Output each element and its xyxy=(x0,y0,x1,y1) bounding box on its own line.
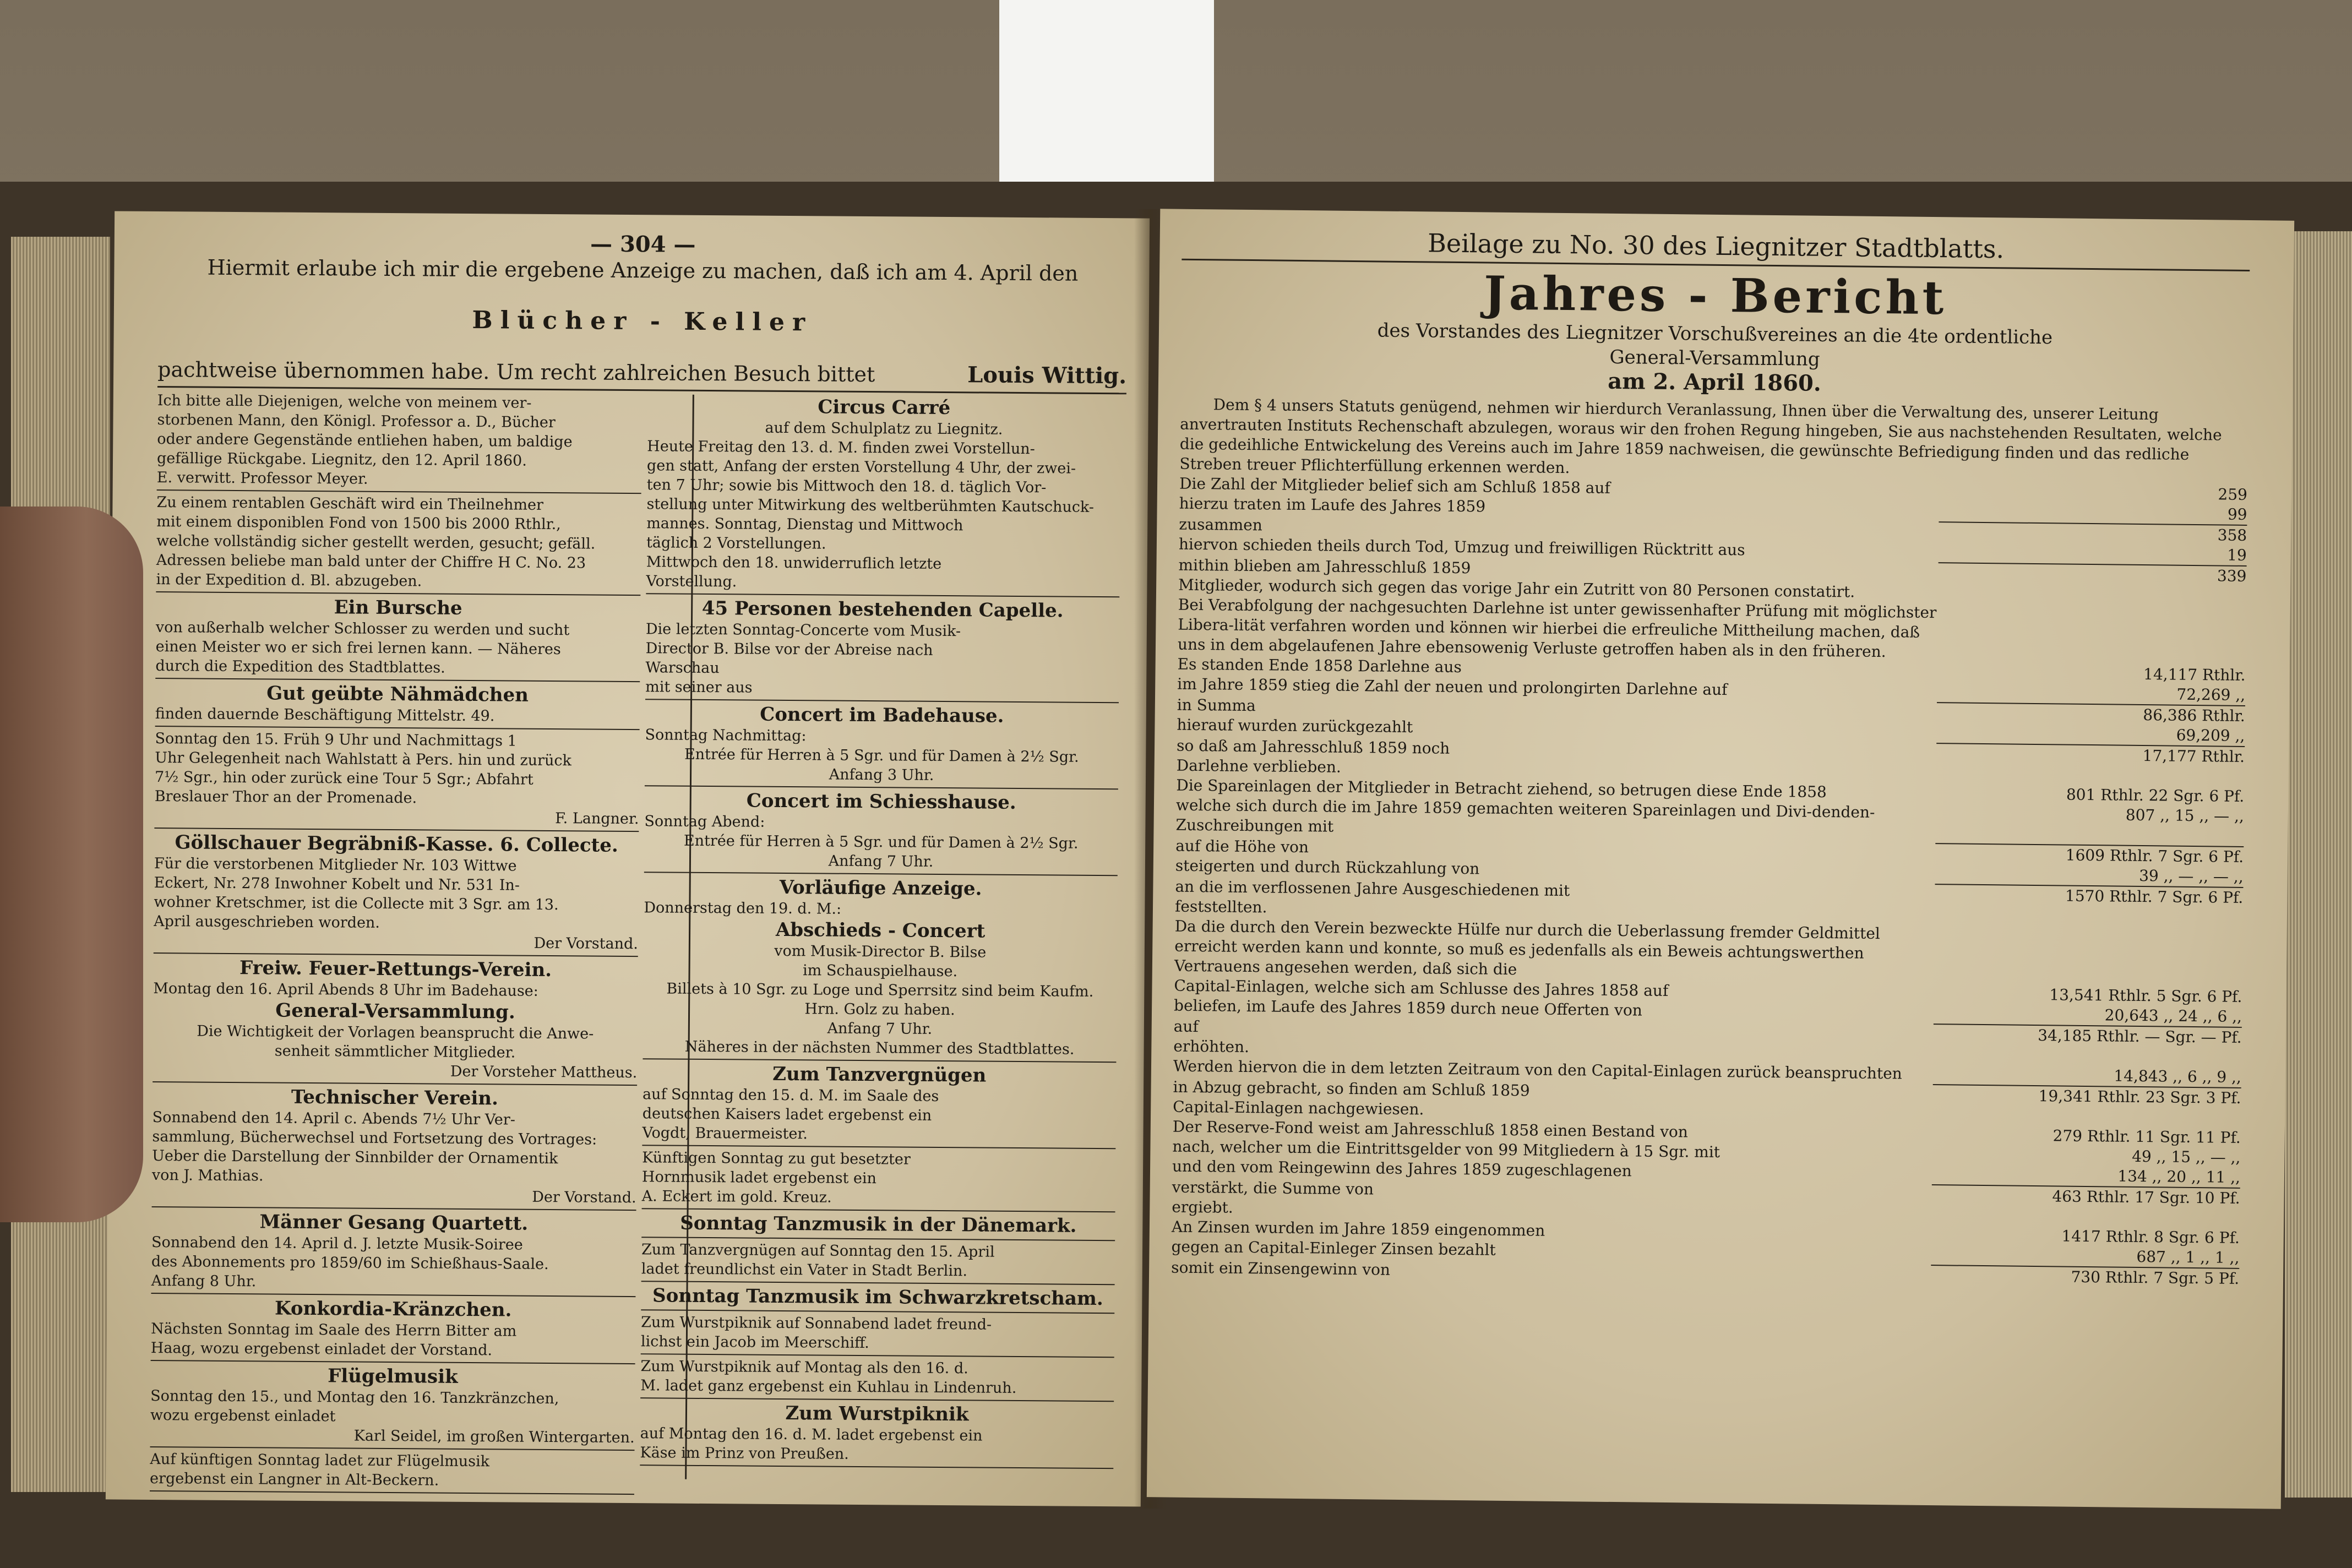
row-value: 86,386 Rthlr. xyxy=(2143,706,2245,725)
ad-line: Montag den 16. April Abends 8 Uhr im Badehause: xyxy=(153,979,538,1000)
page-number: — 304 — xyxy=(590,231,696,258)
ad-line: Sonnabend den 14. April c. Abends 7½ Uhr Ver- xyxy=(152,1108,515,1129)
row-text: nach, welcher um die Eintrittsgelder von 99 Mitgliedern à 15 Sgr. mit xyxy=(1172,1137,1721,1162)
ad-title: Technischer Verein. xyxy=(291,1086,499,1110)
row-value: 1609 Rthlr. 7 Sgr. 6 Pf. xyxy=(2065,846,2244,866)
row-value: 14,843 ,, 6 ,, 9 ,, xyxy=(2114,1066,2242,1086)
row-text: Die Zahl der Mitglieder belief sich am Schluß 1858 auf xyxy=(1179,474,1611,497)
ad-line: Zum Wurstpiknik auf Sonnabend ladet freund- xyxy=(641,1314,992,1333)
ad-line: Anfang 3 Uhr. xyxy=(829,766,934,784)
report-row xyxy=(1174,917,2243,987)
report-title: Jahres - Bericht xyxy=(1483,265,1947,325)
ad-title: General-Versammlung. xyxy=(275,999,515,1023)
ad-title: Göllschauer Begräbniß-Kasse. 6. Collecte. xyxy=(175,831,618,857)
row-text: Mitglieder, wodurch sich gegen das vorige Jahr ein Zutritt von 80 Personen constatirt. xyxy=(1178,575,1855,601)
ad-line: Sonntag den 15. Früh 9 Uhr und Nachmittags 1 xyxy=(155,730,517,750)
ad-line: Entrée für Herren à 5 Sgr. und für Damen à 2½ Sgr. xyxy=(683,832,1079,852)
ad-subtitle: auf dem Schulplatz zu Liegnitz. xyxy=(765,419,1003,438)
ad-title: Abschieds - Concert xyxy=(775,918,986,943)
ad-line: auf Sonntag den 15. d. M. im Saale des xyxy=(642,1086,939,1105)
ad-title: Concert im Schiesshause. xyxy=(746,790,1016,814)
ad-line: April ausgeschrieben worden. xyxy=(154,912,380,932)
ad-line: Sonnabend den 14. April d. J. letzte Musik-Soiree xyxy=(151,1233,523,1254)
advertisement xyxy=(641,1240,1115,1282)
row-value xyxy=(1958,764,2244,787)
row-value: 49 ,, 15 ,, — ,, xyxy=(2132,1147,2241,1167)
ad-line: gen statt, Anfang der ersten Vorstellung 4 Uhr, der zwei- xyxy=(646,457,1076,477)
ad-line: von J. Mathias. xyxy=(151,1166,264,1185)
advertisement xyxy=(643,875,1118,1059)
row-text: in Abzug gebracht, so finden am Schluß 1859 xyxy=(1173,1077,1530,1100)
row-text: in Summa xyxy=(1177,695,1256,715)
row-value xyxy=(1956,924,2243,987)
row-text: zusammen xyxy=(1179,515,1263,535)
ad-line: täglich 2 Vorstellungen. xyxy=(646,534,826,553)
advertisement xyxy=(157,391,642,491)
row-value: 358 xyxy=(2217,526,2247,545)
advertisement xyxy=(642,1148,1116,1209)
ad-line: Auf künftigen Sonntag ladet zur Flügelmusik xyxy=(150,1450,490,1471)
ad-title: Flügelmusik xyxy=(328,1365,458,1388)
subtitle-line: General-Versammlung xyxy=(1609,346,1820,371)
ad-line: in der Expedition d. Bl. abzugeben. xyxy=(156,571,422,590)
wittig-announcement: Hiermit erlaube ich mir die ergebene Anzeige zu machen, daß ich am 4. April den Blücher - Keller pachtweise übernommen habe. Um recht zahlreichen Besuch bittet Louis Wittig. xyxy=(157,255,1127,389)
row-text: Bei Verabfolgung der nachgesuchten Darlehne ist unter gewissenhafter Prüfung mit möglichster Libera-lität verfahren worden und können wir hierbei die erfreuliche Mittheilung machen, daß uns in dem abgelaufenen Jahre ebensowenig Verluste getroffen haben als in den früheren. xyxy=(1177,595,1937,661)
ad-line: A. Eckert im gold. Kreuz. xyxy=(641,1188,832,1206)
row-text: Werden hiervon die in dem letzten Zeitraum von den Capital-Einlagen zurück beanspruchten xyxy=(1173,1057,1902,1083)
row-text: auf xyxy=(1173,1017,1199,1036)
ad-line: Director B. Bilse vor der Abreise nach xyxy=(645,640,933,659)
row-text: im Jahre 1859 stieg die Zahl der neuen und prolongirten Darlehne auf xyxy=(1177,674,1728,699)
row-value: 463 Rthlr. 17 Sgr. 10 Pf. xyxy=(2052,1187,2240,1207)
ad-line: Vogdt, Brauermeister. xyxy=(642,1124,808,1143)
row-text: welche sich durch die im Jahre 1859 gemachten weiteren Spareinlagen und Divi-denden-Zuschreibungen mit xyxy=(1175,796,1875,836)
ad-line: mannes. Sonntag, Dienstag und Mittwoch xyxy=(646,515,963,535)
ad-line: mit einem disponiblen Fond von 1500 bis 2000 Rthlr., xyxy=(156,513,561,533)
ad-line: Die letzten Sonntag-Concerte vom Musik- xyxy=(645,620,961,640)
advertisement xyxy=(156,493,641,592)
row-value: 17,177 Rthlr. xyxy=(2142,747,2245,766)
row-text: Der Reserve-Fond weist am Jahresschluß 1858 einen Bestand von xyxy=(1172,1117,1689,1141)
ad-line: oder andere Gegenstände entliehen haben, um baldige xyxy=(157,431,573,451)
ad-signature: F. Langner. xyxy=(555,810,639,828)
row-value: 259 xyxy=(2218,485,2248,504)
ad-line: ten 7 Uhr; sowie bis Mittwoch den 18. d. täglich Vor- xyxy=(646,476,1047,497)
row-text: auf die Höhe von xyxy=(1175,836,1309,857)
ad-line: von außerhalb welcher Schlosser zu werden und sucht xyxy=(155,619,570,639)
row-value: 19 xyxy=(2227,546,2247,564)
row-text: so daß am Jahresschluß 1859 noch xyxy=(1176,736,1450,758)
ad-line: auf Montag den 16. d. M. ladet ergebenst ein xyxy=(640,1425,983,1445)
row-value: 1417 Rthlr. 8 Sgr. 6 Pf. xyxy=(2061,1227,2240,1247)
advertisement xyxy=(641,1313,1114,1354)
ad-line: Vorstellung. xyxy=(646,573,737,591)
row-value: 687 ,, 1 ,, 1 ,, xyxy=(2136,1247,2240,1267)
ad-title: Zum Tanzvergnügen xyxy=(772,1063,987,1087)
row-text: an die im verflossenen Jahre Ausgeschiedenen mit xyxy=(1175,877,1570,900)
ad-title: Männer Gesang Quartett. xyxy=(259,1211,529,1235)
supplement-header: Beilage zu No. 30 des Liegnitzer Stadtblatts. xyxy=(1427,228,2005,264)
row-value: 1570 Rthlr. 7 Sgr. 6 Pf. xyxy=(2065,886,2244,907)
row-value: 99 xyxy=(2227,505,2247,524)
holding-hand xyxy=(0,507,143,1222)
ad-line: Anfang 7 Uhr. xyxy=(828,852,934,870)
ad-line: Näheres in der nächsten Nummer des Stadtblattes. xyxy=(684,1038,1075,1058)
row-text: hierzu traten im Laufe des Jahres 1859 xyxy=(1179,494,1486,516)
row-text: An Zinsen wurden im Jahre 1859 eingenommen xyxy=(1171,1217,1545,1240)
row-text: somit ein Zinsengewinn von xyxy=(1171,1258,1391,1279)
ad-line: Sonntag den 15., und Montag den 16. Tanzkränzchen, xyxy=(150,1387,559,1408)
ad-line: Für die verstorbenen Mitglieder Nr. 103 Wittwe xyxy=(154,854,517,875)
row-text: steigerten und durch Rückzahlung von xyxy=(1175,856,1480,878)
subtitle-line: des Vorstandes des Liegnitzer Vorschußvereines an die 4te ordentliche xyxy=(1377,319,2053,349)
right-page xyxy=(1147,209,2294,1509)
ad-line: durch die Expedition des Stadtblattes. xyxy=(155,657,445,677)
advertisement xyxy=(645,596,1119,700)
ad-line: welche vollständig sicher gestellt werden, gesucht; gefäll. xyxy=(156,532,596,553)
ad-line: Anfang 8 Uhr. xyxy=(151,1272,257,1291)
report-row xyxy=(1178,595,2246,666)
ad-title: Vorläufige Anzeige. xyxy=(779,876,982,900)
ad-title: Sonntag Tanzmusik in der Dänemark. xyxy=(680,1212,1077,1237)
ad-line: Sonntag Abend: xyxy=(644,813,765,831)
row-text: beliefen, im Laufe des Jahres 1859 durch neue Offerten von xyxy=(1173,996,1643,1020)
ad-signature: Der Vorsteher Mattheus. xyxy=(450,1063,638,1082)
row-text: Da die durch den Verein bezweckte Hülfe nur durch die Ueberlassung fremder Geldmittel erreicht werden kann und konnte, so muß es jedenfalls als ein Beweis achtungswerthen Vertrauens angesehen werden, daß sich die xyxy=(1174,917,1880,979)
ad-line: Entrée für Herren à 5 Sgr. und für Damen à 2½ Sgr. xyxy=(684,745,1079,766)
row-value xyxy=(1960,584,2246,606)
advertisement xyxy=(154,831,639,954)
ad-signature: Der Vorstand. xyxy=(533,934,639,953)
row-value xyxy=(1954,1105,2241,1128)
advertisement xyxy=(150,1363,635,1447)
advertisement xyxy=(642,1061,1116,1146)
row-text: ergiebt. xyxy=(1172,1197,1233,1217)
ad-line: ladet freundlichst ein Vater in Stadt Berlin. xyxy=(641,1260,968,1280)
right-page-edges xyxy=(2285,231,2352,1498)
ad-line: stellung unter Mitwirkung des weltberühmten Kautschuck- xyxy=(646,496,1095,516)
advertisement xyxy=(153,956,638,1082)
ad-line: Heute Freitag den 13. d. M. finden zwei Vorstellun- xyxy=(647,438,1035,458)
row-value: 14,117 Rthlr. xyxy=(2143,665,2246,684)
row-value: 134 ,, 20 ,, 11 ,, xyxy=(2117,1167,2241,1186)
ad-line: Uhr Gelegenheit nach Wahlstatt à Pers. hin und zurück xyxy=(155,749,572,770)
ad-line: vom Musik-Director B. Bilse xyxy=(774,942,987,961)
ad-title: Concert im Badehause. xyxy=(760,703,1004,727)
row-value: 801 Rthlr. 22 Sgr. 6 Pf. xyxy=(2066,785,2245,805)
ad-title: Sonntag Tanzmusik im Schwarzkretscham. xyxy=(652,1284,1103,1310)
ad-line: sammlung, Bücherwechsel und Fortsetzung des Vortrages: xyxy=(152,1128,597,1148)
ad-line: E. verwitt. Professor Meyer. xyxy=(156,469,368,488)
row-value: 69,209 ,, xyxy=(2176,726,2245,745)
row-text: Capital-Einlagen nachgewiesen. xyxy=(1173,1097,1424,1119)
row-text: mithin blieben am Jahresschluß 1859 xyxy=(1178,556,1471,578)
ad-line: Hornmusik ladet ergebenst ein xyxy=(641,1168,877,1188)
ad-title: Konkordia-Kränzchen. xyxy=(274,1297,512,1321)
row-value: 279 Rthlr. 11 Sgr. 11 Pf. xyxy=(2052,1126,2241,1147)
ad-line: ergebenst ein Langner in Alt-Beckern. xyxy=(150,1469,439,1489)
row-value xyxy=(1955,1044,2241,1067)
row-value xyxy=(1953,1205,2240,1228)
row-text: Darlehne verblieben. xyxy=(1176,756,1342,776)
ad-line: Die Wichtigkeit der Vorlagen beansprucht die Anwe- xyxy=(197,1022,594,1043)
ad-line: wozu ergebenst einladet xyxy=(150,1406,336,1425)
ad-line: mit seiner aus xyxy=(645,678,753,696)
advertisement xyxy=(154,729,639,829)
ads-column-left xyxy=(150,391,642,1489)
row-value xyxy=(1959,603,2246,666)
ad-line: Nächsten Sonntag im Saale des Herrn Bitter am xyxy=(150,1320,517,1340)
ad-signature: Karl Seidel, im großen Wintergarten. xyxy=(353,1427,635,1447)
row-text: hierauf wurden zurückgezahlt xyxy=(1177,715,1413,737)
ad-line: Warschau xyxy=(645,659,720,677)
ad-line: Zu einem rentablen Geschäft wird ein Theilnehmer xyxy=(156,494,544,514)
advertisement xyxy=(646,394,1120,594)
ad-line: M. ladet ganz ergebenst ein Kuhlau in Lindenruh. xyxy=(640,1377,1017,1397)
ad-title: Gut geübte Nähmädchen xyxy=(266,682,529,706)
financial-table xyxy=(1171,474,2247,1289)
row-text: erhöhten. xyxy=(1173,1037,1250,1057)
ad-line: gefällige Rückgabe. Liegnitz, den 12. April 1860. xyxy=(156,450,527,470)
row-text: Die Spareinlagen der Mitglieder in Betracht ziehend, so betrugen diese Ende 1858 xyxy=(1176,776,1827,802)
advertisement xyxy=(155,595,640,679)
advertisement xyxy=(152,1085,637,1207)
ad-line: Künftigen Sonntag zu gut besetzter xyxy=(642,1149,911,1168)
ad-line: Ich bitte alle Diejenigen, welche von meinem ver- xyxy=(157,392,532,412)
row-text: hiervon schieden theils durch Tod, Umzug und freiwilligen Rücktritt aus xyxy=(1178,535,1745,559)
advertisement xyxy=(641,1211,1115,1238)
advertisement xyxy=(644,788,1118,873)
ad-line: Adressen beliebe man bald unter der Chiffre H C. No. 23 xyxy=(156,552,586,572)
subtitle-line: am 2. April 1860. xyxy=(1608,368,1822,396)
ad-title: Zum Wurstpiknik xyxy=(785,1402,969,1426)
ad-line: Mittwoch den 18. unwiderruflich letzte xyxy=(646,553,942,573)
row-value: 34,185 Rthlr. — Sgr. — Pf. xyxy=(2038,1026,2242,1047)
ad-line: Sonntag Nachmittag: xyxy=(645,726,807,745)
white-card-background xyxy=(999,0,1214,209)
ad-line: Zum Tanzvergnügen auf Sonntag den 15. April xyxy=(641,1241,995,1261)
row-text: Capital-Einlagen, welche sich am Schlusse des Jahres 1858 auf xyxy=(1174,976,1669,1000)
ad-line: Haag, wozu ergebenst einladet der Vorstand. xyxy=(150,1339,493,1359)
row-value: 807 ,, 15 ,, — ,, xyxy=(2125,805,2245,825)
advertisement xyxy=(640,1357,1114,1398)
ad-line: Breslauer Thor an der Promenade. xyxy=(154,787,417,807)
report-subtitle xyxy=(1180,317,2249,400)
ad-line: Anfang 7 Uhr. xyxy=(827,1020,933,1038)
row-value xyxy=(1957,905,2243,927)
ad-line: Billets à 10 Sgr. zu Loge und Sperrsitz sind beim Kaufm. xyxy=(666,980,1094,1000)
row-value: 730 Rthlr. 7 Sgr. 5 Pf. xyxy=(2071,1267,2240,1288)
left-page xyxy=(106,211,1150,1506)
ad-line: deutschen Kaisers ladet ergebenst ein xyxy=(642,1105,932,1124)
ad-line: lichst ein Jacob im Meerschiff. xyxy=(640,1333,869,1352)
row-text: gegen an Capital-Einleger Zinsen bezahlt xyxy=(1171,1237,1496,1259)
ad-line: storbenen Mann, den Königl. Professor a. D., Bücher xyxy=(157,411,556,432)
ad-line: Käse im Prinz von Preußen. xyxy=(640,1444,849,1463)
ad-line: im Schauspielhause. xyxy=(802,962,958,981)
row-value: 339 xyxy=(2217,567,2247,585)
advertisement xyxy=(151,1296,636,1361)
ad-line: einen Meister wo er sich frei lernen kann. — Näheres xyxy=(155,638,561,658)
row-value: 39 ,, — ,, — ,, xyxy=(2139,866,2244,886)
advertisement xyxy=(155,681,640,727)
ad-line: Donnerstag den 19. d. M.: xyxy=(644,899,842,918)
advertisement xyxy=(645,702,1119,786)
advertisement xyxy=(640,1401,1114,1466)
ad-line: senheit sämmtlicher Mitglieder. xyxy=(274,1042,516,1061)
advertisement xyxy=(151,1210,636,1294)
ad-signature: Der Vorstand. xyxy=(532,1188,636,1207)
ads-column-right xyxy=(640,394,1121,1482)
ad-line: 7½ Sgr., hin oder zurück eine Tour 5 Sgr.; Abfahrt xyxy=(154,769,533,788)
row-text: und den vom Reingewinn des Jahres 1859 zugeschlagenen xyxy=(1172,1157,1632,1180)
ad-line: wohner Kretschmer, ist die Collecte mit 3 Sgr. am 13. xyxy=(154,893,559,914)
ad-line: Hrn. Golz zu haben. xyxy=(804,1000,955,1019)
ad-line: Zum Wurstpiknik auf Montag als den 16. d. xyxy=(640,1358,968,1378)
ad-line: des Abonnements pro 1859/60 im Schießhaus-Saale. xyxy=(151,1253,549,1273)
advertisement xyxy=(641,1284,1114,1310)
ad-title: 45 Personen bestehenden Capelle. xyxy=(701,597,1064,622)
row-text: feststellten. xyxy=(1174,897,1267,917)
ad-line: Eckert, Nr. 278 Inwohner Kobelt und Nr. 531 In- xyxy=(154,874,520,894)
ad-title: Freiw. Feuer-Rettungs-Verein. xyxy=(239,957,552,982)
row-value: 20,643 ,, 24 ,, 6 ,, xyxy=(2104,1006,2242,1026)
row-text: verstärkt, die Summe von xyxy=(1172,1178,1374,1199)
row-value: 19,341 Rthlr. 23 Sgr. 3 Pf. xyxy=(2038,1087,2241,1107)
row-value: 13,541 Rthlr. 5 Sgr. 6 Pf. xyxy=(2049,986,2242,1006)
row-value: 72,269 ,, xyxy=(2176,685,2246,704)
advertisement xyxy=(150,1450,634,1491)
ad-title: Ein Bursche xyxy=(334,596,462,619)
ad-title: Circus Carré xyxy=(818,396,951,420)
row-text: Es standen Ende 1858 Darlehne aus xyxy=(1177,655,1462,677)
report-intro: Dem § 4 unsers Statuts genügend, nehmen wir hierdurch Veranlassung, Ihnen über die Verwaltung des, unserer Leitung anvertrauten Instituts Rechenschaft abzulegen, woraus wir den frohen Regung hingeben, Sie aus nachstehenden Resultaten, welche die gedeihliche Entwickelung des Vereins auch im Jahre 1859 nachweisen, die gewünschte Befriedigung finden und das redliche Streben treuer Pflichterfüllung erkennen werden. xyxy=(1179,395,2222,477)
ad-line: Ueber die Darstellung der Sinnbilder der Ornamentik xyxy=(152,1147,558,1168)
ad-line: finden dauernde Beschäftigung Mittelstr. 49. xyxy=(155,705,495,725)
